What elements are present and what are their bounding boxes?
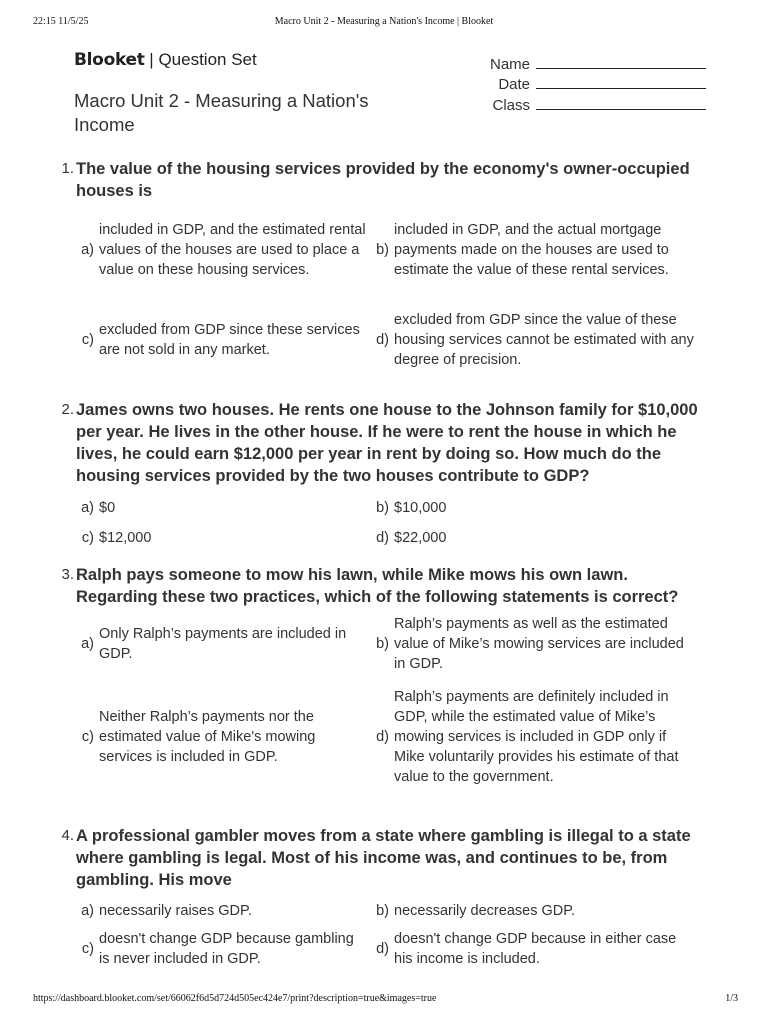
question-number: 1. (61, 160, 74, 177)
question-1 (52, 158, 712, 388)
answer-text: excluded from GDP since these services are not sold in any market. (99, 322, 360, 358)
answer-text: included in GDP, and the actual mortgage payments made on the houses are used to estimate the value of these rental services. (394, 222, 669, 278)
answer-b[interactable] (367, 614, 697, 674)
question-stem (52, 399, 712, 487)
answer-text: Neither Ralph’s payments nor the estimated value of Mike's mowing services is included in GDP. (99, 709, 316, 765)
answer-a[interactable] (52, 614, 367, 674)
answer-text: $10,000 (394, 500, 447, 516)
question-stem (52, 564, 712, 608)
question-number: 2. (61, 401, 74, 418)
question-4 (52, 825, 712, 973)
answer-b[interactable] (367, 493, 697, 523)
answer-text: Only Ralph’s payments are included in GDP. (99, 626, 347, 662)
answer-text: necessarily decreases GDP. (394, 903, 576, 919)
answer-letter: d) (376, 332, 389, 348)
date-field[interactable] (470, 73, 706, 94)
question-number: 3. (61, 566, 74, 583)
brand-header (74, 50, 257, 70)
answer-text: Ralph’s payments are definitely included in GDP, while the estimated value of Mike’s mowing services is included in GDP only if Mike voluntarily provides his estimate of that value to the government. (394, 689, 679, 785)
answer-grid (52, 897, 712, 973)
answer-text: necessarily raises GDP. (99, 903, 252, 919)
answer-text: included in GDP, and the estimated rental values of the houses are used to place a value on these housing services. (99, 222, 366, 278)
answer-letter: c) (81, 332, 94, 348)
answer-c[interactable] (52, 523, 367, 553)
answer-a[interactable] (52, 208, 367, 292)
question-number: 4. (61, 827, 74, 844)
answer-letter: b) (376, 903, 389, 919)
answer-letter: a) (81, 500, 94, 516)
question-text: A professional gambler moves from a state where gambling is illegal to a state where gambling is legal. Most of his income was, and continues to be, from gambling. His move (76, 827, 691, 889)
set-title: Macro Unit 2 - Measuring a Nation's Income (74, 90, 369, 135)
answer-d[interactable] (367, 523, 697, 553)
answer-grid (52, 614, 712, 800)
answer-text: $12,000 (99, 530, 152, 546)
answer-text: doesn't change GDP because in either case his income is included. (394, 931, 677, 967)
answer-letter: b) (376, 500, 389, 516)
answer-a[interactable] (52, 897, 367, 925)
answer-letter: a) (81, 242, 94, 258)
answer-b[interactable] (367, 208, 697, 292)
print-page-title: Macro Unit 2 - Measuring a Nation's Income | Blooket (274, 16, 494, 27)
field-line (536, 109, 706, 110)
answer-b[interactable] (367, 897, 697, 925)
print-url: https://dashboard.blooket.com/set/66062f6d5d724d505ec424e7/print?description=true&images=true (33, 993, 437, 1004)
question-text: Ralph pays someone to mow his lawn, while Mike mows his own lawn. Regarding these two practices, which of the following statements is correct? (76, 566, 679, 606)
answer-d[interactable] (367, 925, 697, 973)
answer-a[interactable] (52, 493, 367, 523)
answer-letter: c) (81, 530, 94, 546)
answer-text: excluded from GDP since the value of these housing services cannot be estimated with any degree of precision. (394, 312, 694, 368)
field-label: Class (492, 96, 530, 114)
class-field[interactable] (470, 93, 706, 114)
field-line (536, 88, 706, 89)
answer-letter: a) (81, 636, 94, 652)
student-fields (470, 52, 706, 114)
answer-letter: b) (376, 636, 389, 652)
answer-c[interactable] (52, 925, 367, 973)
question-stem (52, 825, 712, 891)
field-label: Name (489, 55, 530, 73)
answer-letter: d) (376, 530, 389, 546)
question-2 (52, 399, 712, 553)
print-page-number: 1/3 (725, 993, 738, 1004)
answer-text: $22,000 (394, 530, 447, 546)
answer-c[interactable] (52, 674, 367, 800)
brand-separator: | (144, 50, 159, 69)
answer-letter: d) (376, 729, 389, 745)
answer-d[interactable] (367, 292, 697, 388)
answer-grid (52, 208, 712, 388)
name-field[interactable] (470, 52, 706, 73)
field-line (536, 68, 706, 69)
question-text: James owns two houses. He rents one house to the Johnson family for $10,000 per year. He lives in the other house. If he were to rent the house in which he lives, he could earn $12,000 per year in rent by doing so. How much do the housing services provided by the two houses contribute to GDP? (76, 401, 698, 485)
answer-letter: c) (81, 941, 94, 957)
question-3 (52, 564, 712, 800)
field-label: Date (498, 76, 530, 93)
answer-letter: c) (81, 729, 94, 745)
question-stem (52, 158, 712, 202)
answer-text: Ralph’s payments as well as the estimated value of Mike’s mowing services are included in GDP. (394, 616, 684, 672)
answer-text: doesn't change GDP because gambling is never included in GDP. (99, 931, 354, 967)
print-datetime: 22:15 11/5/25 (33, 16, 89, 27)
answer-letter: d) (376, 941, 389, 957)
blooket-logo: Blooket (74, 50, 145, 70)
question-text: The value of the housing services provided by the economy's owner-occupied houses is (76, 160, 690, 200)
answer-letter: b) (376, 242, 389, 258)
answer-letter: a) (81, 903, 94, 919)
answer-d[interactable] (367, 674, 697, 800)
answer-grid (52, 493, 712, 553)
answer-c[interactable] (52, 292, 367, 388)
answer-text: $0 (99, 500, 116, 516)
brand-subtitle: Question Set (158, 50, 257, 69)
